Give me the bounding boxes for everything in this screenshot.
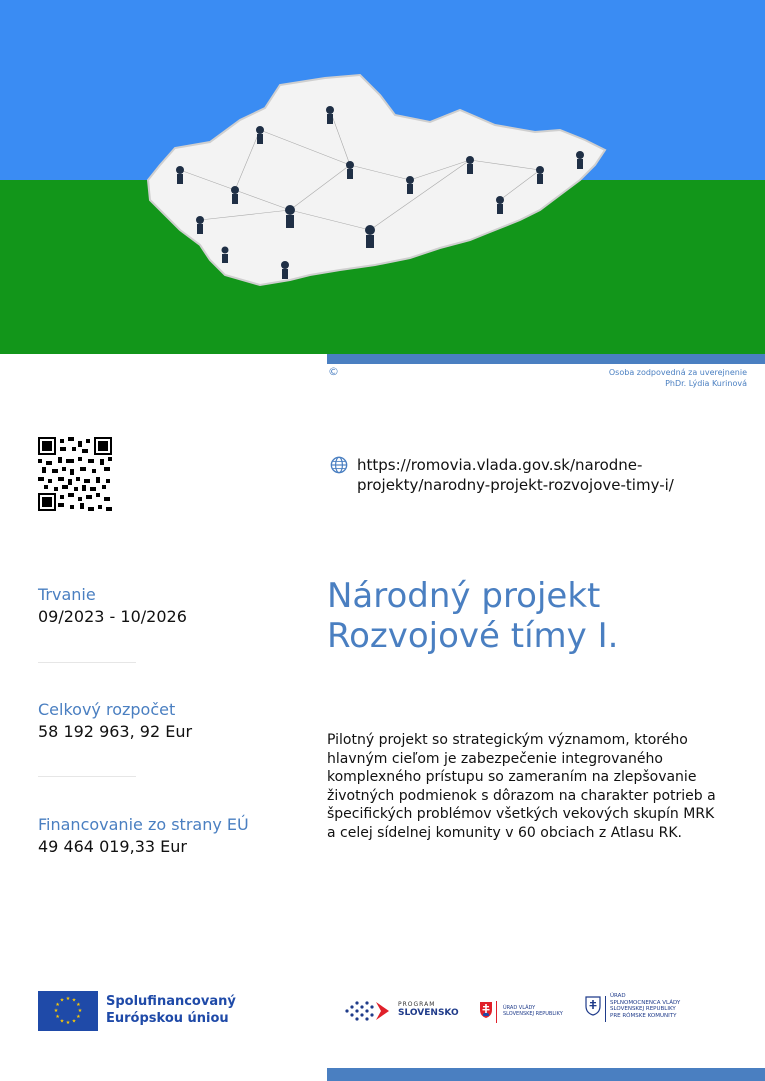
top-accent-bar [327,354,765,364]
government-office-line2: SLOVENSKEJ REPUBLIKY [503,1011,563,1017]
slovak-coat-of-arms-icon [479,1001,493,1019]
responsible-name: PhDr. Lýdia Kurinová [665,379,747,388]
project-url-line2[interactable]: projekty/narodny-projekt-rozvojove-timy-i/ [357,476,674,494]
responsible-person [609,367,747,389]
svg-text:★: ★ [65,1020,71,1026]
plenipotentiary-office-label [610,993,680,1019]
svg-text:★: ★ [76,1002,81,1008]
budget-label: Celkový rozpočet [38,700,176,719]
program-name: SLOVENSKO [398,1008,459,1018]
svg-text:★: ★ [71,1018,77,1025]
svg-text:★: ★ [59,1018,65,1025]
project-url-line1[interactable]: https://romovia.vlada.gov.sk/narodne- [357,456,643,474]
eu-flag-icon [38,991,98,1031]
project-title-line2: Rozvojové tímy I. [327,616,619,656]
eu-cofunded-line1: Spolufinancovaný [106,994,236,1009]
project-title-line1: Národný projekt [327,576,601,616]
budget-value: 58 192 963, 92 Eur [38,722,193,741]
project-description: Pilotný projekt so strategickým významom, ktorého hlavným cieľom je zabezpečenie integrovaného komplexného prístupu so zameraním na zlepšovanie životných podmienok s dôrazom na charakter potrieb a špecifických problémov všetkých vekových skupín MRK a celej sídelnej komunity v 60 obciach z Atlasu RK. [327,732,716,841]
plenipotentiary-line4: PRE RÓMSKE KOMUNITY [610,1012,677,1019]
svg-text:★: ★ [59,997,65,1004]
logo-divider [496,1001,497,1023]
divider [38,776,136,777]
svg-text:★: ★ [76,1014,81,1020]
divider [38,662,136,663]
project-link[interactable] [330,455,730,495]
government-office-label [503,1005,563,1017]
plenipotentiary-line1: ÚRAD [610,993,626,999]
partner-logos [343,993,723,1029]
logo-divider [605,996,606,1022]
copyright-symbol: © [328,365,339,378]
program-slovensko-logo-icon [343,998,395,1024]
eu-cofunded-line2: Európskou úniou [106,1011,229,1026]
duration-value: 09/2023 - 10/2026 [38,607,187,626]
program-label: PROGRAM [398,1001,436,1008]
bottom-accent-bar [327,1068,765,1081]
duration-label: Trvanie [38,585,96,604]
project-url[interactable] [357,455,674,495]
svg-text:★: ★ [53,1008,59,1014]
plenipotentiary-emblem-icon [585,996,601,1016]
eu-cofunded-text [106,993,236,1027]
responsible-label: Osoba zodpovedná za uverejnenie [608,368,747,377]
svg-text:★: ★ [55,1014,60,1020]
plenipotentiary-line2: SPLNOMOCNENCA VLÁDY [610,999,681,1006]
government-office-line1: ÚRAD VLÁDY [503,1005,536,1011]
svg-text:★: ★ [65,996,71,1002]
svg-text:★: ★ [77,1008,83,1014]
svg-text:★: ★ [71,997,77,1004]
project-title [327,576,618,656]
qr-code[interactable] [38,437,112,511]
eu-funding-label: Financovanie zo strany EÚ [38,815,249,834]
svg-text:★: ★ [55,1002,60,1008]
plenipotentiary-line3: SLOVENSKEJ REPUBLIKY [610,1006,676,1012]
eu-funding-value: 49 464 019,33 Eur [38,837,187,856]
slovakia-network-map [140,70,610,292]
globe-icon [330,456,348,474]
